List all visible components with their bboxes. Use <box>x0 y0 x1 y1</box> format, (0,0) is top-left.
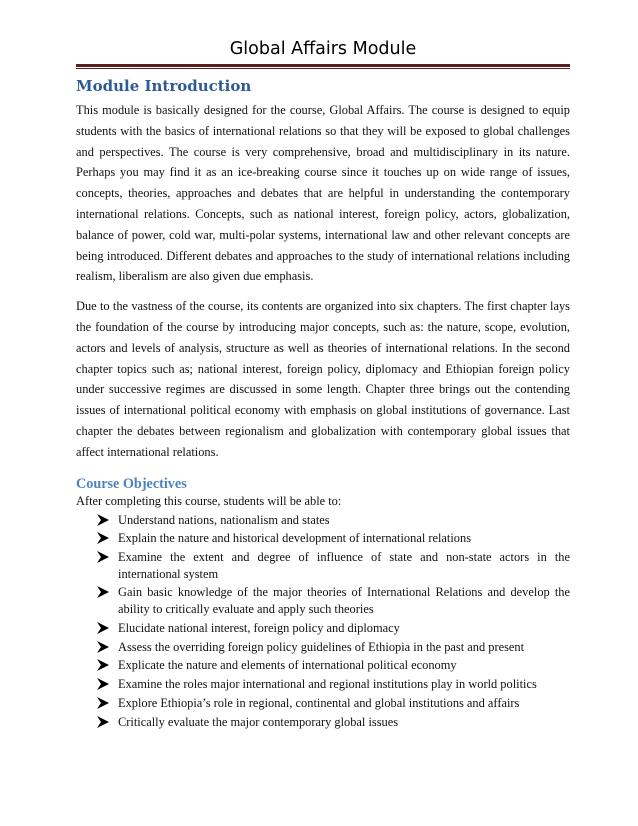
objectives-lead: After completing this course, students will be able to: <box>76 493 342 508</box>
module-introduction-heading: Module Introduction <box>76 77 252 95</box>
objective-text: Elucidate national interest, foreign policy and diplomacy <box>118 620 400 635</box>
page-header-title: Global Affairs Module <box>229 39 417 59</box>
objective-text: Gain basic knowledge of the major theories of International Relations and develop the ability to critically evaluate and apply such theories <box>118 585 570 617</box>
objective-text: Critically evaluate the major contemporary global issues <box>118 714 399 729</box>
list-item <box>96 549 570 582</box>
arrowhead-bullet-icon <box>96 513 110 527</box>
page-content <box>76 76 570 733</box>
list-item <box>96 714 570 731</box>
list-item <box>96 676 570 693</box>
objective-text: Explore Ethiopia’s role in regional, continental and global institutions and affairs <box>118 695 520 710</box>
list-item <box>96 657 570 674</box>
arrowhead-bullet-icon <box>96 640 110 654</box>
list-item <box>96 530 570 547</box>
arrowhead-bullet-icon <box>96 715 110 729</box>
objective-text: Understand nations, nationalism and states <box>118 512 330 527</box>
header-rule-thick <box>76 64 570 67</box>
objective-text: Explain the nature and historical development of international relations <box>118 531 472 546</box>
objectives-list <box>76 512 570 731</box>
list-item <box>96 695 570 712</box>
objective-text: Examine the extent and degree of influence of state and non-state actors in the international system <box>118 550 570 581</box>
list-item <box>96 639 570 656</box>
intro-paragraph-1: This module is basically designed for the course, Global Affairs. The course is designed to equip students with the basics of international relations so that they will be exposed to global challenges and perspectives. The course is very comprehensive, broad and multidisciplinary in its nature. Perhaps you may find it as an ice-breaking course since it touches up on wide range of issues, concepts, theories, approaches and debates that are helpful in understanding the contemporary international relations. Concepts, such as national interest, foreign policy, actors, globalization, balance of power, cold war, multi-polar systems, international law and other relevant concepts are being introduced. Different debates and approaches to the study of international relations including realism, liberalism are also given due emphasis. <box>76 103 570 284</box>
arrowhead-bullet-icon <box>96 585 110 599</box>
arrowhead-bullet-icon <box>96 658 110 672</box>
objective-text: Assess the overriding foreign policy guidelines of Ethiopia in the past and present <box>118 639 525 654</box>
list-item <box>96 620 570 637</box>
objective-text: Explicate the nature and elements of international political economy <box>118 658 457 673</box>
arrowhead-bullet-icon <box>96 531 110 545</box>
arrowhead-bullet-icon <box>96 550 110 564</box>
objective-text: Examine the roles major international and regional institutions play in world politics <box>118 677 537 692</box>
course-objectives-heading: Course Objectives <box>76 475 187 492</box>
list-item <box>96 512 570 529</box>
list-item <box>96 584 570 617</box>
arrowhead-bullet-icon <box>96 621 110 635</box>
header-rule-thin <box>76 68 570 69</box>
intro-paragraph-2: Due to the vastness of the course, its contents are organized into six chapters. The first chapter lays the foundation of the course by introducing major concepts, such as: the nature, scope, evolution, actors and levels of analysis, structure as well as theories of international relations. In the second chapter topics such as; national interest, foreign policy, diplomacy and Ethiopian foreign policy under successive regimes are discussed in some length. Chapter three brings out the contending issues of international political economy with emphasis on global institutions of governance. Last chapter the debates between regionalism and globalization with contemporary global issues that affect international relations. <box>76 299 570 459</box>
arrowhead-bullet-icon <box>96 696 110 710</box>
arrowhead-bullet-icon <box>96 677 110 691</box>
